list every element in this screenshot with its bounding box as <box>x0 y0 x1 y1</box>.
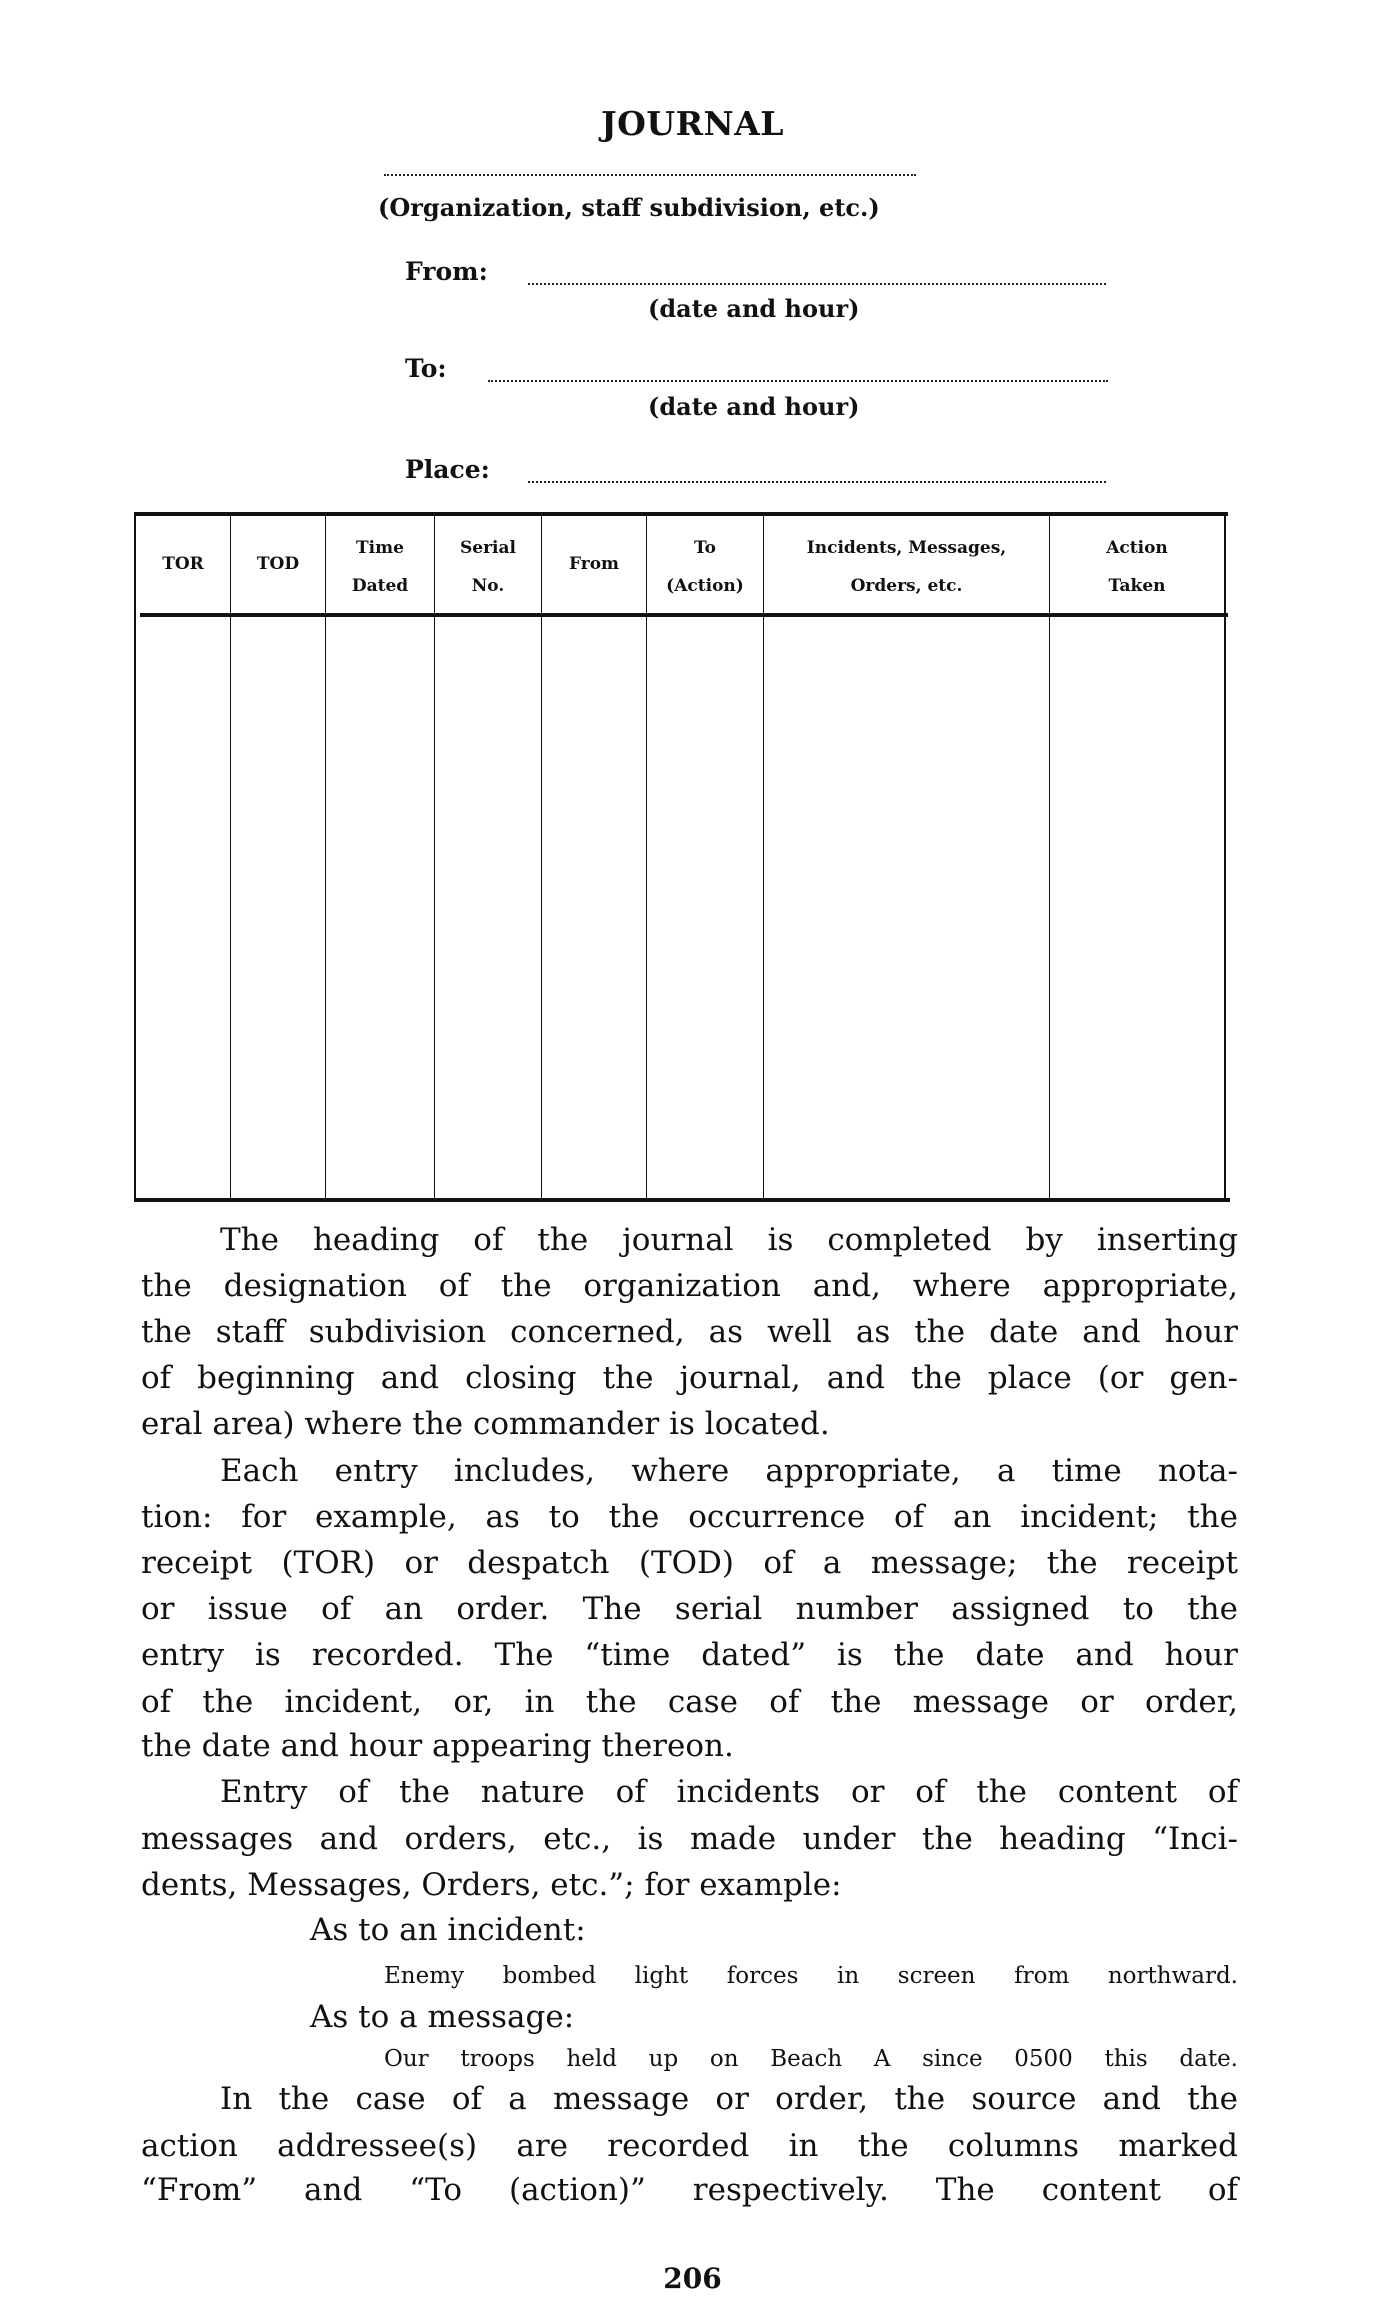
table-bottom-rule <box>134 1198 1230 1202</box>
from-label: From: <box>405 257 488 286</box>
example-label-message: As to a message: <box>310 1999 575 2035</box>
column-line <box>1224 514 1226 1200</box>
organization-hint: (Organization, staff subdivision, etc.) <box>378 193 880 222</box>
column-line <box>1049 514 1050 1200</box>
column-line <box>434 514 435 1200</box>
table-top-rule <box>134 512 1228 516</box>
text-line: In the case of a message or order, the source and the <box>220 2081 1238 2117</box>
column-line <box>763 514 764 1200</box>
column-header-to-action: To (Action) <box>666 538 744 596</box>
page-number: 206 <box>663 2262 722 2295</box>
text-line: messages and orders, etc., is made under the heading “Inci- <box>141 1821 1238 1857</box>
text-line: dents, Messages, Orders, etc.”; for example: <box>141 1867 842 1903</box>
column-line <box>325 514 326 1200</box>
column-line <box>134 514 136 1200</box>
column-header-tod: TOD <box>256 554 300 574</box>
example-message: Our troops held up on Beach A since 0500 this date. <box>384 2046 1238 2072</box>
to-label: To: <box>405 354 447 383</box>
from-blank <box>528 283 1106 285</box>
text-line: of beginning and closing the journal, and the place (or gen- <box>141 1360 1238 1396</box>
column-header-tor: TOR <box>162 554 204 574</box>
text-line: the date and hour appearing thereon. <box>141 1728 734 1764</box>
text-line: Each entry includes, where appropriate, a time nota- <box>220 1453 1238 1489</box>
example-label-incident: As to an incident: <box>310 1912 586 1948</box>
text-line: The heading of the journal is completed by inserting <box>220 1222 1238 1258</box>
text-line: eral area) where the commander is located. <box>141 1406 830 1442</box>
example-incident: Enemy bombed light forces in screen from northward. <box>384 1963 1238 1989</box>
page-title: JOURNAL <box>600 104 785 143</box>
text-line: “From” and “To (action)” respectively. The content of <box>141 2172 1238 2208</box>
organization-blank <box>384 174 916 176</box>
column-header-incidents: Incidents, Messages, Orders, etc. <box>806 538 1007 596</box>
column-line <box>230 514 231 1200</box>
text-line: action addressee(s) are recorded in the columns marked <box>141 2128 1238 2164</box>
column-header-time-dated: Time Dated <box>351 538 409 596</box>
place-label: Place: <box>405 455 490 484</box>
header-rule <box>140 613 1228 617</box>
text-line: the staff subdivision concerned, as well as the date and hour <box>141 1314 1238 1350</box>
column-header-serial-no: Serial No. <box>460 538 516 596</box>
from-hint: (date and hour) <box>648 294 860 323</box>
text-line: or issue of an order. The serial number assigned to the <box>141 1591 1238 1627</box>
text-line: of the incident, or, in the case of the message or order, <box>141 1684 1238 1720</box>
column-header-from: From <box>568 554 620 574</box>
text-line: the designation of the organization and, where appropriate, <box>141 1268 1238 1304</box>
text-line: Entry of the nature of incidents or of the content of <box>220 1774 1238 1810</box>
to-blank <box>488 380 1108 382</box>
text-line: receipt (TOR) or despatch (TOD) of a message; the receipt <box>141 1545 1238 1581</box>
place-blank <box>528 481 1106 483</box>
to-hint: (date and hour) <box>648 392 860 421</box>
text-line: tion: for example, as to the occurrence of an incident; the <box>141 1499 1238 1535</box>
text-line: entry is recorded. The “time dated” is the date and hour <box>141 1637 1238 1673</box>
column-line <box>541 514 542 1200</box>
column-header-action-taken: Action Taken <box>1106 538 1168 596</box>
column-line <box>646 514 647 1200</box>
